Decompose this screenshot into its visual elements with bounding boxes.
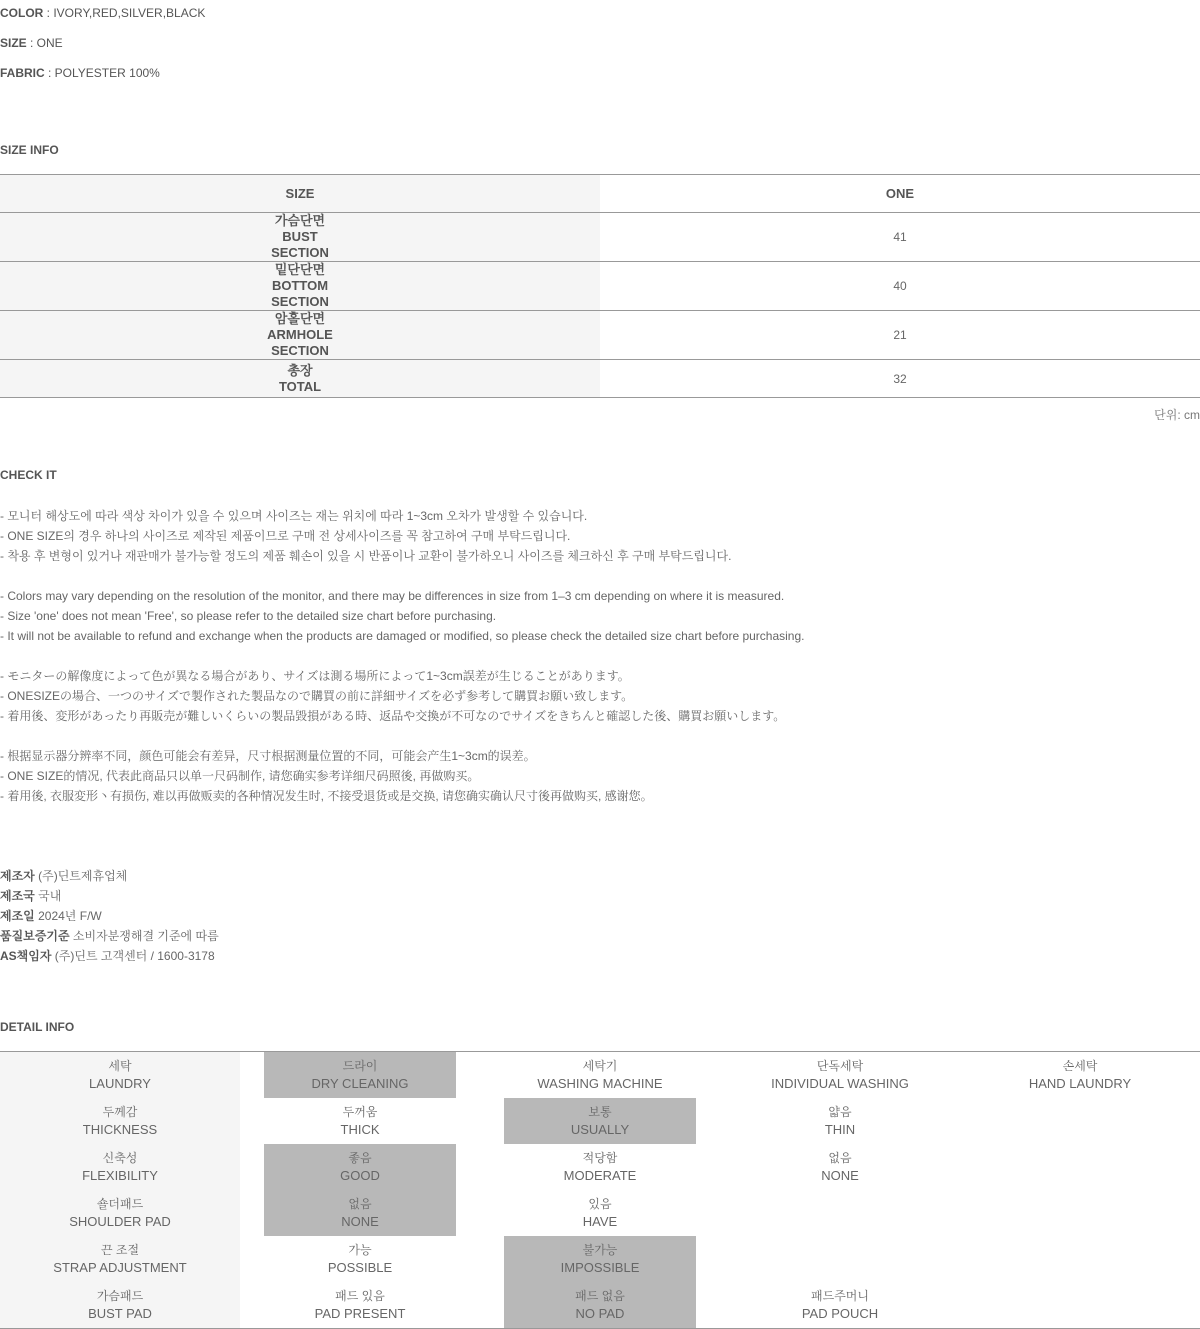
maker-value: 2024년 F/W	[34, 909, 102, 923]
detail-cell-ko: 보통	[588, 1105, 612, 1119]
size-table-header-row	[0, 175, 1200, 213]
size-row-label	[0, 311, 600, 360]
maker-value: (주)딘트 고객센터 / 1600-3178	[51, 949, 215, 963]
detail-cell-en: POSSIBLE	[327, 1260, 393, 1275]
size-row-value: 32	[600, 360, 1200, 398]
size-row-label-en: SECTION	[271, 294, 329, 309]
check-it-title: CHECK IT	[0, 468, 57, 482]
size-row-label-ko: 총장	[287, 362, 313, 378]
note-line: - ONE SIZE的情况, 代表此商品只以单一尺码制作, 请您确实参考详细尺码照後, 再做购买。	[0, 769, 480, 783]
note-line: - ONE SIZE의 경우 하나의 사이즈로 제작된 제품이므로 구매 전 상세사이즈를 꼭 참고하여 구매 부탁드립니다.	[0, 529, 571, 543]
detail-option	[264, 1236, 456, 1282]
size-row-value: 41	[600, 213, 1200, 262]
detail-cell-en: THICKNESS	[82, 1122, 158, 1137]
detail-cell-ko: 두께감	[102, 1105, 138, 1119]
note-line: - Size 'one' does not mean 'Free', so please refer to the detailed size chart before purchasing.	[0, 609, 497, 623]
detail-cell-en: NONE	[821, 1168, 859, 1183]
maker-line	[0, 866, 219, 886]
detail-cell-en: HAVE	[582, 1214, 618, 1229]
detail-option	[504, 1190, 696, 1236]
detail-option-selected	[504, 1282, 696, 1328]
detail-cell-en: BUST PAD	[88, 1306, 152, 1321]
note-line: - モニターの解像度によって色が異なる場合があり、サイズは測る場所によって1~3cm誤差が生じることがあります。	[0, 669, 630, 683]
maker-line	[0, 946, 219, 966]
note-line: - 着用後、変形があったり再販売が難しいくらいの製品毀損がある時、返品や交換が不可なのでサイズをきちんと確認した後、購買お願いします。	[0, 709, 786, 723]
detail-info-title: DETAIL INFO	[0, 1020, 75, 1034]
detail-cell-ko: 있음	[588, 1197, 612, 1211]
detail-row	[0, 1052, 1200, 1098]
table-row	[0, 262, 1200, 311]
note-line: - 모니터 해상도에 따라 색상 차이가 있을 수 있으며 사이즈는 재는 위치에 따라 1~3cm 오차가 발생할 수 있습니다.	[0, 509, 588, 523]
detail-option	[264, 1282, 456, 1328]
detail-cell-en: SHOULDER PAD	[69, 1214, 171, 1229]
size-row-label-ko: 가슴단면	[274, 213, 326, 228]
size-row-label-en: SECTION	[271, 343, 329, 358]
detail-cell-en: THIN	[824, 1122, 856, 1137]
maker-value: 소비자분쟁해결 기준에 따름	[69, 929, 219, 943]
size-info-title: SIZE INFO	[0, 143, 59, 157]
detail-option	[744, 1282, 936, 1328]
size-row-label-en: TOTAL	[278, 378, 322, 394]
detail-table	[0, 1051, 1200, 1329]
detail-cell-en: PAD PRESENT	[314, 1306, 406, 1321]
detail-cell-en: USUALLY	[570, 1122, 630, 1137]
size-unit: 단위: cm	[1154, 408, 1200, 422]
detail-cell-en: FLEXIBILITY	[82, 1168, 158, 1183]
spec-size-label: SIZE	[0, 36, 27, 50]
note-line: - 착용 후 변형이 있거나 재판매가 불가능할 정도의 제품 훼손이 있을 시 반품이나 교환이 불가하오니 사이즈를 체크하신 후 구매 부탁드립니다.	[0, 549, 732, 563]
detail-option	[264, 1098, 456, 1144]
detail-option-selected	[264, 1052, 456, 1098]
size-row-label-en: SECTION	[271, 245, 329, 260]
detail-cell-ko: 드라이	[342, 1059, 378, 1073]
detail-row	[0, 1236, 1200, 1282]
detail-option	[744, 1052, 936, 1098]
detail-cell-ko: 가능	[348, 1243, 372, 1257]
detail-option	[984, 1052, 1176, 1098]
spec-fabric-value: : POLYESTER 100%	[44, 66, 160, 80]
spec-color-value: : IVORY,RED,SILVER,BLACK	[43, 6, 206, 20]
detail-cell-en: NO PAD	[575, 1306, 625, 1321]
spec-fabric	[0, 66, 160, 80]
detail-row	[0, 1190, 1200, 1236]
detail-cell-en: WASHING MACHINE	[537, 1076, 663, 1091]
detail-cell-ko: 불가능	[582, 1243, 618, 1257]
detail-cell-ko: 패드 없음	[575, 1289, 625, 1303]
table-row	[0, 311, 1200, 360]
spec-fabric-label: FABRIC	[0, 66, 45, 80]
detail-cell-en: THICK	[340, 1122, 380, 1137]
detail-row-label	[0, 1282, 240, 1328]
detail-row-label	[0, 1144, 240, 1190]
detail-cell-ko: 좋음	[348, 1151, 372, 1165]
spec-color-label: COLOR	[0, 6, 44, 20]
maker-info	[0, 866, 219, 966]
size-header-value: ONE	[600, 175, 1200, 213]
size-row-value: 21	[600, 311, 1200, 360]
detail-cell-ko: 끈 조절	[100, 1243, 140, 1257]
detail-cell-ko: 숄더패드	[96, 1197, 144, 1211]
detail-cell-ko: 신축성	[102, 1151, 138, 1165]
detail-cell-ko: 두꺼움	[342, 1105, 378, 1119]
maker-label: 제조국	[0, 889, 35, 903]
detail-option-selected	[264, 1190, 456, 1236]
size-row-label-en: ARMHOLE	[267, 327, 333, 342]
size-row-label	[0, 262, 600, 311]
detail-cell-en: STRAP ADJUSTMENT	[53, 1260, 187, 1275]
detail-cell-ko: 세탁	[108, 1059, 132, 1073]
detail-option	[504, 1144, 696, 1190]
maker-value: 국내	[34, 889, 62, 903]
detail-cell-ko: 적당함	[582, 1151, 618, 1165]
maker-value: (주)딘트제휴업체	[34, 869, 128, 883]
detail-row	[0, 1282, 1200, 1328]
note-line: - 根据显示器分辨率不同，颜色可能会有差异，尺寸根据测量位置的不同，可能会产生1~3cm的误差。	[0, 749, 536, 763]
size-row-value: 40	[600, 262, 1200, 311]
maker-line	[0, 906, 219, 926]
size-row-label-en: BUST	[282, 229, 318, 244]
spec-size-value: : ONE	[26, 36, 63, 50]
size-row-label-ko: 밑단단면	[274, 262, 326, 277]
size-header-label: SIZE	[0, 175, 600, 213]
size-row-label-en: BOTTOM	[271, 278, 329, 293]
table-row	[0, 213, 1200, 262]
detail-cell-ko: 없음	[828, 1151, 852, 1165]
detail-row-label	[0, 1236, 240, 1282]
note-line: - Colors may vary depending on the resolution of the monitor, and there may be differences in size from 1–3 cm depending on where it is measured.	[0, 589, 785, 603]
detail-cell-en: HAND LAUNDRY	[1028, 1076, 1132, 1091]
detail-cell-en: MODERATE	[563, 1168, 637, 1183]
detail-cell-ko: 패드 있음	[335, 1289, 385, 1303]
detail-cell-ko: 얇음	[828, 1105, 852, 1119]
detail-row-label	[0, 1052, 240, 1098]
detail-cell-en: DRY CLEANING	[311, 1076, 409, 1091]
detail-option	[744, 1098, 936, 1144]
size-row-label	[0, 213, 600, 262]
maker-line	[0, 886, 219, 906]
table-row	[0, 360, 1200, 398]
note-line: - It will not be available to refund and exchange when the products are damaged or modified, so please check the detailed size chart before purchasing.	[0, 629, 805, 643]
detail-cell-en: GOOD	[340, 1168, 380, 1183]
spec-color	[0, 6, 205, 20]
spec-size	[0, 36, 63, 50]
detail-cell-en: INDIVIDUAL WASHING	[771, 1076, 909, 1091]
detail-option	[744, 1144, 936, 1190]
maker-label: 제조일	[0, 909, 35, 923]
detail-cell-ko: 세탁기	[582, 1059, 618, 1073]
maker-label: 품질보증기준	[0, 929, 70, 943]
detail-cell-en: PAD POUCH	[801, 1306, 879, 1321]
detail-option-selected	[264, 1144, 456, 1190]
maker-label: 제조자	[0, 869, 35, 883]
maker-line	[0, 926, 219, 946]
detail-cell-en: LAUNDRY	[89, 1076, 151, 1091]
detail-cell-ko: 가슴패드	[96, 1289, 144, 1303]
detail-cell-ko: 없음	[348, 1197, 372, 1211]
detail-cell-ko: 패드주머니	[811, 1289, 869, 1303]
size-row-label	[0, 360, 600, 398]
detail-cell-ko: 단독세탁	[816, 1059, 864, 1073]
check-it-notes	[0, 506, 1200, 806]
detail-row	[0, 1098, 1200, 1144]
detail-option-selected	[504, 1236, 696, 1282]
detail-row-label	[0, 1098, 240, 1144]
size-row-label-ko: 암홀단면	[274, 311, 326, 326]
detail-option-selected	[504, 1098, 696, 1144]
note-line: - 着用後, 衣服変形丶有损伤, 难以再做贩卖的各种情况发生时, 不接受退货或是交换, 请您确实确认尺寸後再做购买, 感谢您。	[0, 789, 653, 803]
detail-row-label	[0, 1190, 240, 1236]
detail-option	[504, 1052, 696, 1098]
detail-cell-en: NONE	[341, 1214, 379, 1229]
detail-row	[0, 1144, 1200, 1190]
detail-cell-en: IMPOSSIBLE	[560, 1260, 640, 1275]
detail-cell-ko: 손세탁	[1062, 1059, 1098, 1073]
note-line: - ONESIZEの場合、一つのサイズで製作された製品なので購買の前に詳細サイズを必ず参考して購買お願い致します。	[0, 689, 634, 703]
size-table	[0, 174, 1200, 398]
maker-label: AS책임자	[0, 949, 52, 963]
